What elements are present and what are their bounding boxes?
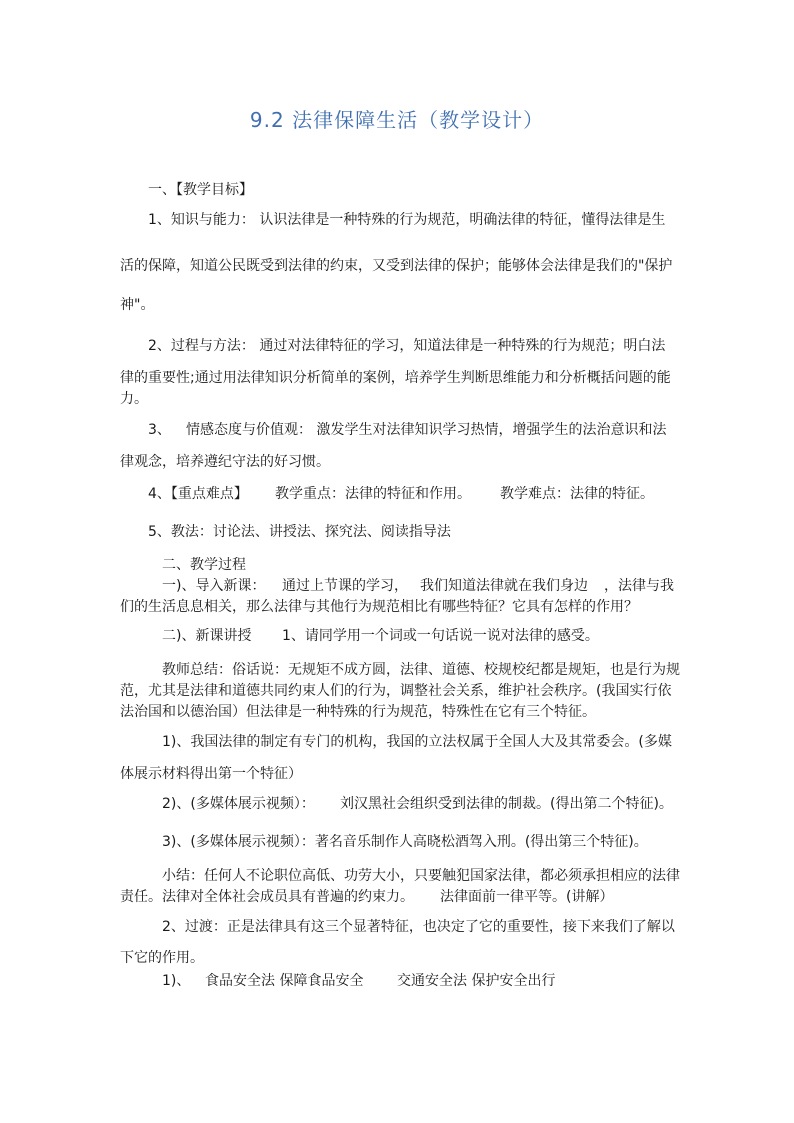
paragraph-line: 法治国和以德治国）但法律是一种特殊的行为规范，特殊性在它有三个特征。 xyxy=(120,704,596,720)
paragraph-line: 一)、导入新课： xyxy=(162,578,266,594)
paragraph-line: 小结：任何人不论职位高低、功劳大小，只要触犯国家法律，都必须承担相应的法律 xyxy=(162,868,680,884)
paragraph-line: 责任。法律对全体社会成员具有普遍的约束力。 xyxy=(120,889,414,905)
paragraph-line: 情感态度与价值观： 激发学生对法律知识学习热情，增强学生的法治意识和法 xyxy=(186,422,667,438)
document-title: 9.2 法律保障生活（教学设计） xyxy=(249,108,545,132)
paragraph-line: 神"。 xyxy=(120,297,155,313)
paragraph-line: 我们知道法律就在我们身边 xyxy=(420,578,588,594)
paragraph-line: 刘汉黑社会组织受到法律的制裁。(得出第二个特征)。 xyxy=(340,796,673,812)
paragraph-line: 1、知识与能力： 认识法律是一种特殊的行为规范，明确法律的特征，懂得法律是生 xyxy=(148,212,666,228)
paragraph-line: 下它的作用。 xyxy=(120,950,204,966)
section-heading-process: 二、教学过程 xyxy=(162,557,246,573)
list-item-number: 1)、 xyxy=(162,973,191,989)
paragraph-line: 2)、(多媒体展示视频）： xyxy=(162,796,315,812)
paragraph-line: 活的保障，知道公民既受到法律的约束，又受到法律的保护；能够体会法律是我们的"保护 xyxy=(120,258,673,274)
paragraph-line: 们的生活息息相关，那么法律与其他行为规范相比有哪些特征？它具有怎样的作用？ xyxy=(120,599,638,615)
paragraph-line: 通过上节课的学习， xyxy=(282,578,408,594)
paragraph-line: 2、过渡：正是法律具有这三个显著特征，也决定了它的重要性，接下来我们了解以 xyxy=(162,919,675,935)
paragraph-line-number: 3、 xyxy=(148,422,171,438)
paragraph-line: 范，尤其是法律和道德共同约束人们的行为，调整社会关系，维护社会秩序。(我国实行依 xyxy=(120,683,672,699)
paragraph-line: 力。 xyxy=(120,391,148,407)
paragraph-line: 法律面前一律平等。(讲解） xyxy=(440,889,614,905)
key-point-text: 教学重点：法律的特征和作用。 xyxy=(275,486,471,502)
paragraph-line: 律观念，培养遵纪守法的好习惯。 xyxy=(120,454,330,470)
list-item-text: 交通安全法 保护安全出行 xyxy=(397,973,556,989)
paragraph-line: 1)、我国法律的制定有专门的机构，我国的立法权属于全国人大及其常委会。(多媒 xyxy=(162,734,672,750)
paragraph-line: 3)、(多媒体展示视频）：著名音乐制作人高晓松酒驾入刑。(得出第三个特征)。 xyxy=(162,834,648,850)
paragraph-line: 1、请同学用一个词或一句话说一说对法律的感受。 xyxy=(282,628,599,644)
paragraph-line: 教师总结：俗话说：无规矩不成方圆，法律、道德、校规校纪都是规矩，也是行为规 xyxy=(162,662,680,678)
paragraph-line: 律的重要性;通过用法律知识分析简单的案例，培养学生判断思维能力和分析概括问题的能 xyxy=(120,370,671,386)
paragraph-line: 二)、新课讲授 xyxy=(162,628,252,644)
paragraph-line: 2、过程与方法： 通过对法律特征的学习，知道法律是一种特殊的行为规范；明白法 xyxy=(148,338,666,354)
paragraph-line: 体展示材料得出第一个特征） xyxy=(120,766,302,782)
paragraph-line: 5、教法：讨论法、讲授法、探究法、阅读指导法 xyxy=(148,524,451,540)
paragraph-line: ，法律与我 xyxy=(604,578,674,594)
difficult-point-text: 教学难点：法律的特征。 xyxy=(500,486,654,502)
section-heading-objectives: 一、【教学目标】 xyxy=(148,182,253,198)
key-points-heading: 4、【重点难点】 xyxy=(148,486,248,502)
list-item-text: 食品安全法 保障食品安全 xyxy=(205,973,364,989)
